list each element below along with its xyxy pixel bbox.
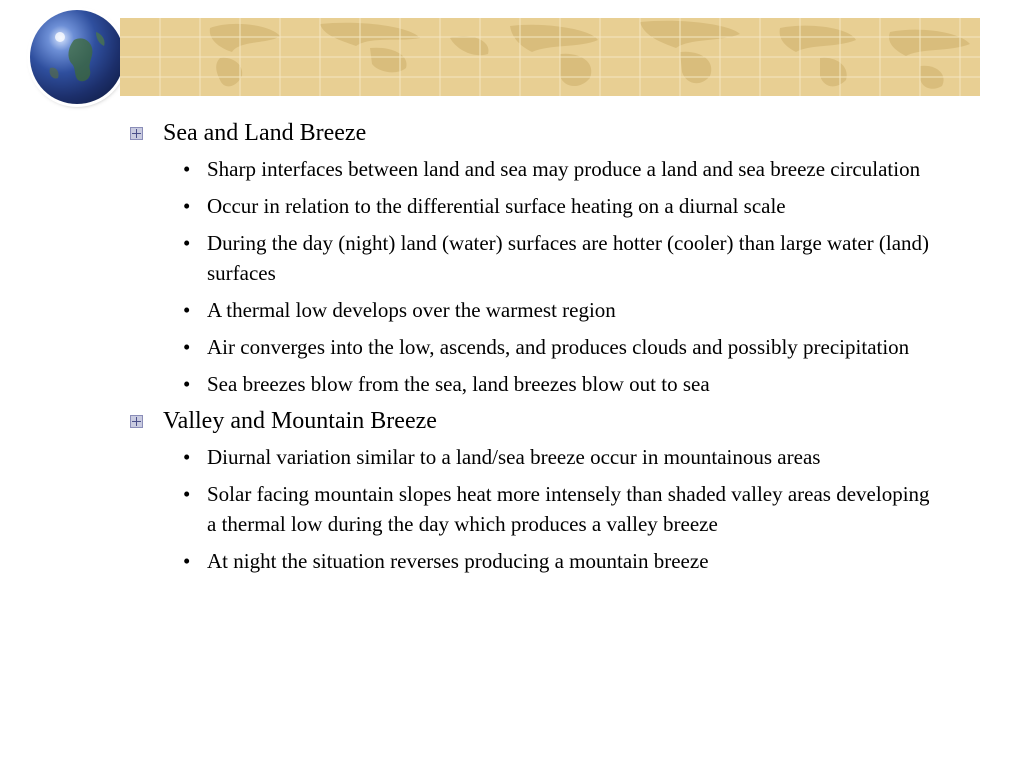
bullet-dot-icon: • — [183, 549, 191, 573]
bullet-text: During the day (night) land (water) surfaces are hotter (cooler) than large water (land) surfaces — [207, 231, 930, 285]
bullet-square-icon — [130, 415, 143, 428]
bullet-text: Air converges into the low, ascends, and produces clouds and possibly precipitation — [207, 335, 910, 359]
bullet-dot-icon: • — [183, 482, 191, 506]
bullet-text: Diurnal variation similar to a land/sea breeze occur in mountainous areas — [207, 445, 821, 469]
section-heading-row — [130, 406, 950, 436]
bullet-text: Sharp interfaces between land and sea may produce a land and sea breeze circulation — [207, 157, 921, 181]
section-valley-mountain-breeze — [130, 406, 950, 576]
section-heading: Sea and Land Breeze — [163, 120, 367, 146]
list-item — [130, 332, 942, 362]
section-heading-row — [130, 118, 950, 148]
section-sea-land-breeze — [130, 118, 950, 399]
bullet-dot-icon: • — [183, 157, 191, 181]
bullet-dot-icon: • — [183, 298, 191, 322]
list-item — [130, 442, 942, 472]
bullet-square-icon — [130, 127, 143, 140]
bullet-dot-icon: • — [183, 335, 191, 359]
list-item — [130, 228, 942, 288]
header-map-banner — [120, 18, 980, 96]
section-heading: Valley and Mountain Breeze — [163, 408, 437, 434]
list-item — [130, 191, 942, 221]
bullet-dot-icon: • — [183, 445, 191, 469]
bullet-text: Occur in relation to the differential surface heating on a diurnal scale — [207, 194, 786, 218]
bullet-dot-icon: • — [183, 194, 191, 218]
bullet-list — [130, 442, 950, 576]
globe-logo — [30, 10, 124, 104]
bullet-text: Sea breezes blow from the sea, land breezes blow out to sea — [207, 372, 710, 396]
list-item — [130, 479, 942, 539]
list-item — [130, 154, 942, 184]
bullet-text: A thermal low develops over the warmest region — [207, 298, 616, 322]
list-item — [130, 369, 942, 399]
bullet-text: Solar facing mountain slopes heat more intensely than shaded valley areas developing a thermal low during the day which produces a valley breeze — [207, 482, 930, 536]
bullet-dot-icon: • — [183, 231, 191, 255]
globe-continents-icon — [30, 10, 124, 104]
bullet-dot-icon: • — [183, 372, 191, 396]
list-item — [130, 546, 942, 576]
bullet-text: At night the situation reverses producing a mountain breeze — [207, 549, 709, 573]
list-item — [130, 295, 942, 325]
bullet-list — [130, 154, 950, 399]
slide-content — [130, 118, 950, 583]
world-map-graphic — [120, 18, 980, 96]
